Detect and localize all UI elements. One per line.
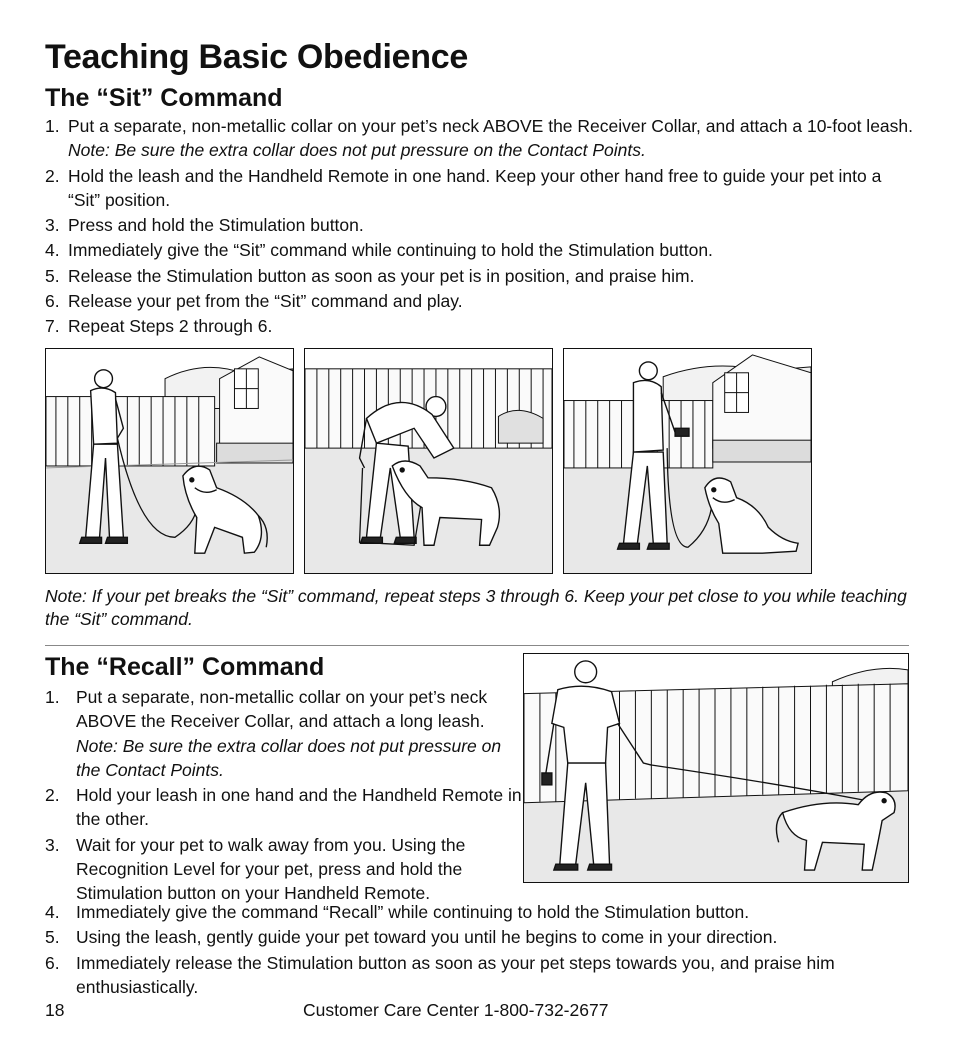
page-number: 18 <box>45 1000 65 1020</box>
sit-step-4: 4. Immediately give the “Sit” command while continuing to hold the Stimulation button. <box>45 240 713 261</box>
sit-illustration-1 <box>45 348 294 574</box>
sit-step-3: 3. Press and hold the Stimulation button. <box>45 215 364 236</box>
recall-illustration <box>523 653 909 883</box>
sit-step-5: 5. Release the Stimulation button as soon as your pet is in position, and praise him. <box>45 265 695 286</box>
recall-step-4: 4. Immediately give the command “Recall” while continuing to hold the Stimulation button. <box>45 902 750 922</box>
section-divider <box>45 645 909 646</box>
recall-steps-list-top <box>45 685 523 907</box>
recall-step-6: 6. Immediately release the Stimulation button as soon as your pet steps towards you, and praise him enthusiastically. <box>45 952 835 997</box>
page-title: Teaching Basic Obedience <box>45 38 468 76</box>
sit-step-2: 2. Hold the leash and the Handheld Remote in one hand. Keep your other hand free to guide your pet into a “Sit” position. <box>45 165 882 210</box>
sit-heading: The “Sit” Command <box>45 84 283 112</box>
man-with-long-leash-dog-walking-away-image <box>524 654 908 882</box>
recall-step-3: 3. Wait for your pet to walk away from you. Using the Recognition Level for your pet, press and hold the Stimulation button on your Handheld Remote. <box>45 834 466 904</box>
man-with-leashed-dog-standing-image <box>46 349 293 573</box>
recall-step-5: 5. Using the leash, gently guide your pet toward you until he begins to come in your direction. <box>45 927 778 948</box>
sit-illustration-3 <box>563 348 812 574</box>
man-guiding-dog-into-sit-image <box>305 349 552 573</box>
recall-step-1: 1. Put a separate, non-metallic collar on your pet’s neck ABOVE the Receiver Collar, and attach a long leash. Note: Be sure the extra collar does not put pressure on the Contact Points. <box>45 687 502 780</box>
sit-step-6: 6. Release your pet from the “Sit” command and play. <box>45 291 463 312</box>
recall-steps-list-bottom <box>45 900 915 1000</box>
sit-step-7: 7. Repeat Steps 2 through 6. <box>45 316 273 337</box>
man-with-remote-dog-sitting-image <box>564 349 811 573</box>
sit-step-1: 1. Put a separate, non-metallic collar on your pet’s neck ABOVE the Receiver Collar, and attach a 10-foot leash. Note: Be sure the extra collar does not put pressure on the Contact Points. <box>45 116 914 161</box>
sit-note: Note: If your pet breaks the “Sit” command, repeat steps 3 through 6. Keep your pet close to you while teaching the “Sit” command. <box>45 586 907 629</box>
sit-illustration-2 <box>304 348 553 574</box>
recall-heading: The “Recall” Command <box>45 653 325 681</box>
customer-care-footer: Customer Care Center 1-800-732-2677 <box>303 1000 609 1020</box>
recall-step-2: 2. Hold your leash in one hand and the Handheld Remote in the other. <box>45 785 522 830</box>
sit-steps-list <box>45 114 915 340</box>
